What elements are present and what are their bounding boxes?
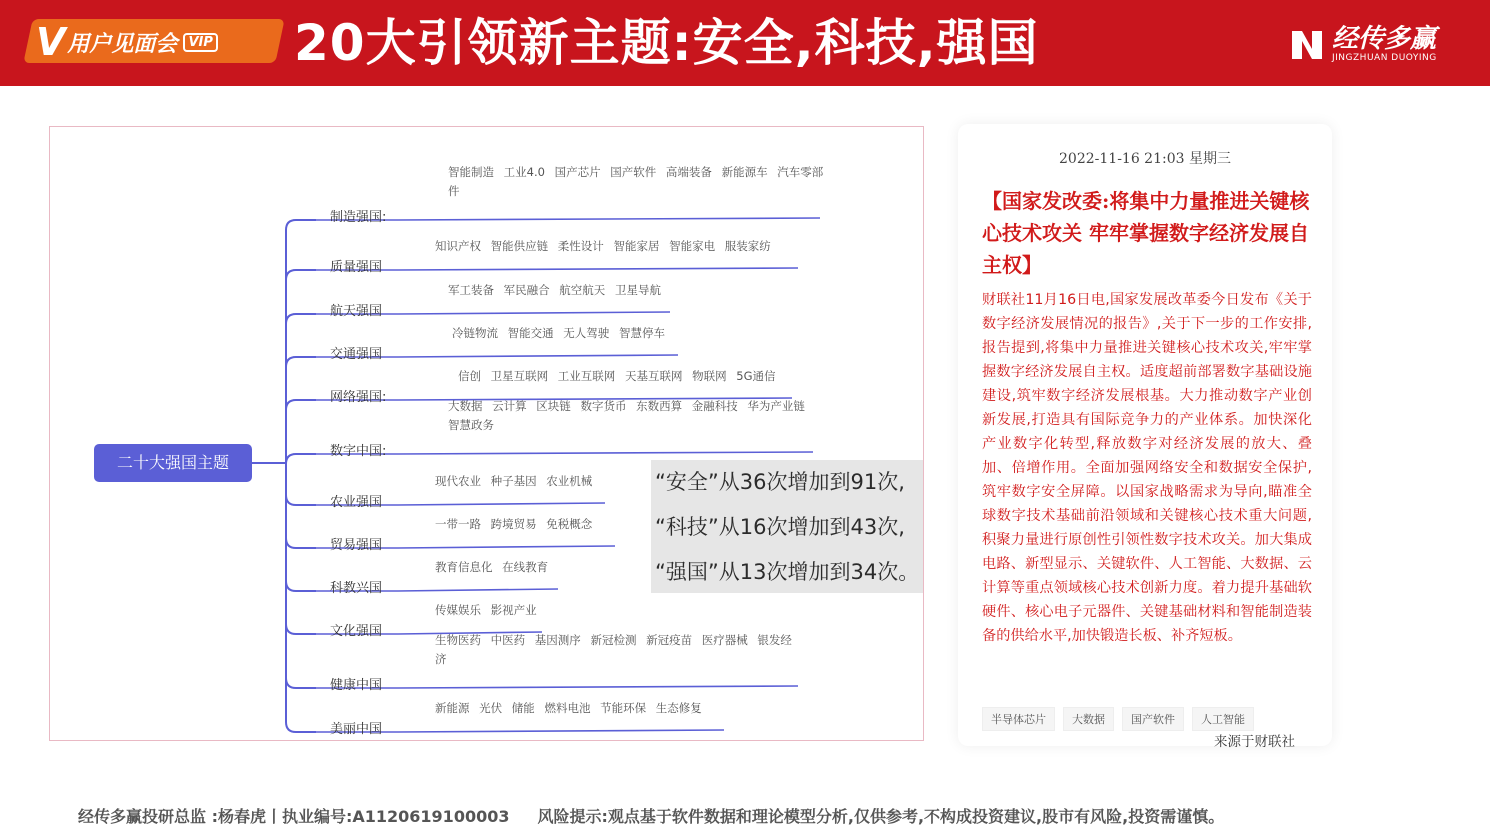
mind-map-branch: 交通强国	[330, 347, 383, 362]
mind-map-branch: 制造强国:	[330, 210, 387, 225]
branch-underline	[316, 686, 798, 688]
mind-map-leaves: 生物医药 中医药 基因测序 新冠检测 新冠疫苗 医疗器械 银发经济	[435, 633, 792, 666]
connector-branch	[286, 270, 316, 463]
connector-branch	[286, 220, 316, 463]
brand-logo	[1290, 22, 1437, 66]
callout-line-technology: “科技”从16次增加到43次,	[655, 515, 905, 539]
mind-map-branch: 文化强国	[330, 624, 383, 639]
connector-branch	[286, 463, 316, 688]
keyword-count-callout	[651, 460, 924, 593]
mind-map-branch: 农业强国	[330, 495, 383, 510]
mind-map-leaves: 知识产权 智能供应链 柔性设计 智能家居 智能家电 服装家纺	[435, 239, 771, 253]
header-badge	[36, 22, 218, 62]
mind-map-leaves: 新能源 光伏 储能 燃料电池 节能环保 生态修复	[435, 701, 702, 715]
mind-map-leaves: 智能制造 工业4.0 国产芯片 国产软件 高端装备 新能源车 汽车零部件	[448, 165, 824, 198]
badge-label: 用户见面会	[67, 31, 178, 57]
mind-map-leaves: 传媒娱乐 影视产业	[435, 603, 537, 617]
news-body: 财联社11月16日电,国家发展改革委今日发布《关于数字经济发展情况的报告》,关于下一步的工作安排,报告提到,将集中力量推进关键核心技术攻关,牢牢掌握数字经济发展自主权。适度超前部署数字基础设施建设,筑牢数字经济发展根基。大力推动数字产业创新发展,打造具有国际竞争力的产业体系。加快深化产业数字化转型,释放数字对经济发展的放大、叠加、倍增作用。全面加强网络安全和数据安全保护,筑牢数字安全屏障。以国家战略需求为导向,瞄准全球数字技术基础前沿领域和关键核心技术重大问题,积聚力量进行原创性引领性数字技术攻关。加大集成电路、新型显示、关键软件、人工智能、大数据、云计算等重点领域核心技术创新力度。着力提升基础软硬件、核心电子元器件、关键基础材料和智能制造装备的供给水平,加快锻造长板、补齐短板。	[982, 292, 1312, 644]
branch-underline	[316, 452, 813, 454]
mind-map-leaves: 教育信息化 在线教育	[435, 560, 549, 574]
news-tags	[982, 707, 1262, 731]
mind-map-branch: 科教兴国	[330, 581, 383, 596]
news-card	[958, 124, 1332, 746]
mind-map-leaves: 军工装备 军民融合 航空航天 卫星导航	[448, 283, 661, 297]
connector-branch	[286, 454, 316, 464]
header-banner	[0, 0, 1490, 86]
news-tag[interactable]: 人工智能	[1192, 707, 1254, 731]
page-title: 20大引领新主题:安全,科技,强国	[294, 14, 1039, 72]
mind-map-leaves: 信创 卫星互联网 工业互联网 天基互联网 物联网 5G通信	[458, 369, 776, 383]
mind-map-image	[49, 126, 924, 741]
news-date: 2022-11-16 21:03 星期三	[1059, 151, 1231, 167]
mind-map-leaves: 一带一路 跨境贸易 免税概念	[435, 517, 593, 531]
mind-map-branch: 美丽中国	[330, 722, 383, 737]
connector-branch	[286, 314, 316, 463]
connector-branch	[286, 357, 316, 463]
branch-underline	[316, 218, 820, 220]
branch-underline	[316, 268, 798, 270]
news-tag[interactable]: 大数据	[1063, 707, 1114, 731]
risk-warning: 风险提示:观点基于软件数据和理论模型分析,仅供参考,不构成投资建议,股市有风险,投资需谨慎。	[537, 807, 1225, 826]
callout-line-security: “安全”从36次增加到91次,	[655, 470, 905, 494]
mind-map-branch: 数字中国:	[330, 444, 387, 459]
mind-map-branch: 质量强国	[330, 260, 383, 275]
mind-map-leaves: 大数据 云计算 区块链 数字货币 东数西算 金融科技 华为产业链 智慧政务	[448, 399, 805, 432]
connector-branch	[286, 463, 316, 505]
brand-logo-icon	[1290, 27, 1324, 61]
callout-line-strong-nation: “强国”从13次增加到34次。	[655, 560, 920, 584]
news-tag[interactable]: 半导体芯片	[982, 707, 1055, 731]
mind-map-branch: 航天强国	[330, 304, 383, 319]
brand-name-en: JINGZHUAN DUOYING	[1332, 52, 1437, 63]
news-headline: 【国家发改委:将集中力量推进关键核心技术攻关 牢牢掌握数字经济发展自主权】	[982, 189, 1310, 277]
badge-v-letter: V	[36, 20, 66, 64]
mind-map-root: 二十大强国主题	[94, 444, 252, 482]
news-tag[interactable]: 国产软件	[1122, 707, 1184, 731]
mind-map-branch: 网络强国:	[330, 390, 387, 405]
connector-branch	[286, 463, 316, 591]
mind-map-branch: 贸易强国	[330, 538, 383, 553]
analyst-credential: 经传多赢投研总监 :杨春虎丨执业编号:A1120619100003	[78, 807, 510, 826]
mind-map-leaves: 冷链物流 智能交通 无人驾驶 智慧停车	[452, 326, 665, 340]
mind-map-leaves: 现代农业 种子基因 农业机械	[435, 474, 593, 488]
news-source: 来源于财联社	[1214, 734, 1295, 750]
brand-name: 经传多赢	[1332, 23, 1437, 54]
mind-map-branch: 健康中国	[330, 678, 383, 693]
vip-badge: VIP	[183, 33, 217, 52]
footer-disclaimer	[78, 804, 1252, 827]
